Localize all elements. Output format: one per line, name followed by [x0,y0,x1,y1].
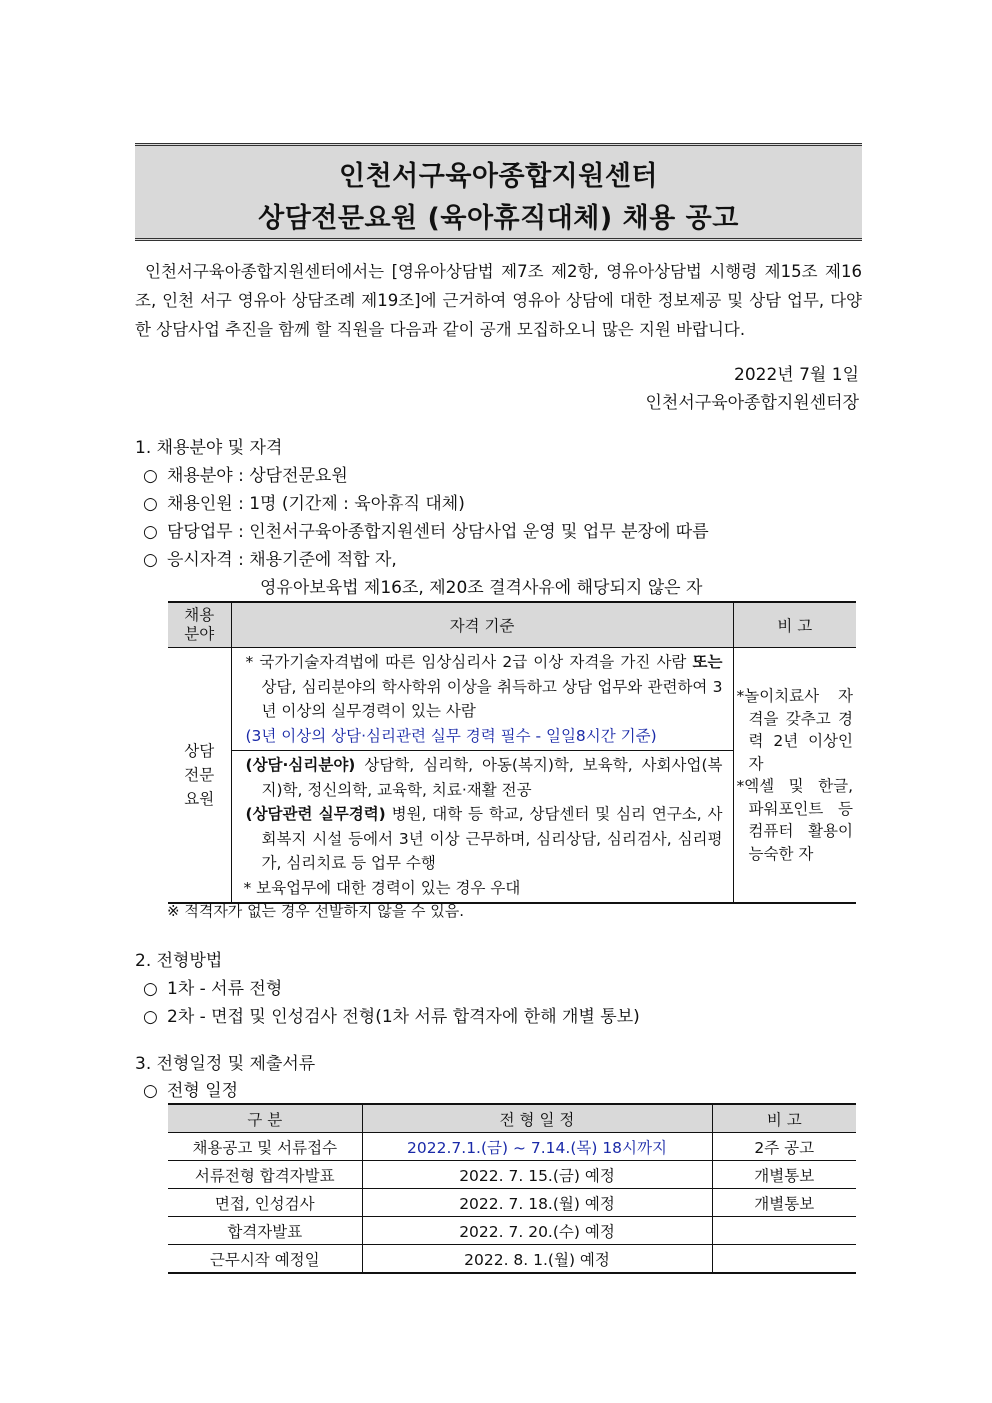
qual-header-note: 비 고 [733,602,856,648]
section2-item: ○ 1차 - 서류 전형 [143,979,283,999]
section1-item: ○ 채용인원 : 1명 (기간제 : 육아휴직 대체) [143,494,465,514]
bullet-circle-icon: ○ [143,494,158,514]
criteria-details [232,750,733,902]
note-item: *놀이치료사 자격을 갖추고 경력 2년 이상인 자 [736,687,853,773]
schedule-step: 근무시작 예정일 [168,1245,362,1274]
qual-field-cell: 상담 전문 요원 [168,648,231,904]
section2-item: ○ 2차 - 면접 및 인성검사 전형(1차 서류 합격자에 한해 개별 통보) [143,1007,640,1027]
notice-signer: 인천서구육아종합지원센터장 [645,393,859,413]
page-title: 인천서구육아종합지원센터 [339,161,658,192]
section1-item: ○ 응시자격 : 채용기준에 적합 자, [143,550,397,570]
schedule-step: 합격자발표 [168,1217,362,1245]
notice-date: 2022년 7월 1일 [734,365,859,385]
criteria-item: * 보육업무에 대한 경력이 있는 경우 우대 [243,878,521,897]
table-row [168,1217,856,1245]
section1-title: 1. 채용분야 및 자격 [135,438,283,458]
schedule-note [712,1245,856,1274]
section1-item: ○ 담당업무 : 인천서구육아종합지원센터 상담사업 운영 및 업무 분장에 따름 [143,522,709,542]
note-item: *엑셀 및 한글, 파워포인트 등 컴퓨터 활용이 능숙한 자 [736,777,853,863]
qual-header-field: 채용 분야 [168,602,231,648]
schedule-step: 서류전형 합격자발표 [168,1161,362,1189]
schedule-date: 2022. 7. 20.(수) 예정 [362,1217,712,1245]
footnote: ※ 적격자가 없는 경우 선발하지 않을 수 있음. [167,902,465,920]
criteria-item: (상담·심리분야) 상담학, 심리학, 아동(복지)학, 보육학, 사회사업(복지)학, 정신의학, 교육학, 치료·재활 전공 [245,756,723,799]
schedule-note: 개별통보 [712,1189,856,1217]
table-row [168,1133,856,1161]
schedule-note [712,1217,856,1245]
schedule-date: 2022. 8. 1.(월) 예정 [362,1245,712,1274]
page-subtitle: 상담전문요원 (육아휴직대체) 채용 공고 [258,203,739,234]
qual-header-criteria: 자격 기준 [231,602,733,648]
bullet-circle-icon: ○ [143,1007,158,1027]
section1-item-continuation: 영유아보육법 제16조, 제20조 결격사유에 해당되지 않은 자 [260,578,703,598]
bullet-circle-icon: ○ [143,1081,158,1101]
table-row [168,1189,856,1217]
schedule-date: 2022. 7. 18.(월) 예정 [362,1189,712,1217]
schedule-header: 비 고 [712,1104,856,1133]
section3-title: 3. 전형일정 및 제출서류 [135,1054,316,1074]
schedule-header: 전 형 일 정 [362,1104,712,1133]
section2-title: 2. 전형방법 [135,951,223,971]
schedule-note: 2주 공고 [712,1133,856,1161]
section3-item: ○ 전형 일정 [143,1081,239,1101]
schedule-note: 개별통보 [712,1161,856,1189]
bullet-circle-icon: ○ [143,979,158,999]
title-box [135,143,862,241]
qual-note-cell [733,648,856,904]
schedule-step: 채용공고 및 서류접수 [168,1133,362,1161]
criteria-item: * 국가기술자격법에 따른 임상심리사 2급 이상 자격을 가진 사람 또는 상담, 심리분야의 학사학위 이상을 취득하고 상담 업무와 관련하여 3년 이상의 실무경력이 있는 사람 [245,653,723,720]
qual-criteria-cell [231,648,733,904]
criteria-item: (상담관련 실무경력) 병원, 대학 등 학교, 상담센터 및 심리 연구소, 사회복지 시설 등에서 3년 이상 근무하며, 심리상담, 심리검사, 심리평가, 심리치료 등 업무 수행 [245,805,723,872]
schedule-step: 면접, 인성검사 [168,1189,362,1217]
criteria-primary [232,648,733,750]
intro-paragraph: 인천서구육아종합지원센터에서는 [영유아상담법 제7조 제2항, 영유아상담법 시행령 제15조 제16조, 인천 서구 영유아 상담조례 제19조]에 근거하여 영유아 상담에 대한 정보제공 및 상담 업무, 다양한 상담사업 추진을 함께 할 직원을 다음과 같이 공개 모집하오니 많은 지원 바랍니다. [135,262,862,339]
section1-item: ○ 채용분야 : 상담전문요원 [143,466,348,486]
bullet-circle-icon: ○ [143,550,158,570]
schedule-header: 구 분 [168,1104,362,1133]
schedule-date: 2022.7.1.(금) ~ 7.14.(목) 18시까지 [362,1133,712,1161]
bullet-circle-icon: ○ [143,522,158,542]
schedule-date: 2022. 7. 15.(금) 예정 [362,1161,712,1189]
table-row [168,1161,856,1189]
schedule-table [168,1103,856,1274]
table-row [168,1245,856,1274]
bullet-circle-icon: ○ [143,466,158,486]
qualification-table [168,601,856,904]
criteria-requirement-note: (3년 이상의 상담·심리관련 실무 경력 필수 - 일일8시간 기준) [245,726,657,745]
